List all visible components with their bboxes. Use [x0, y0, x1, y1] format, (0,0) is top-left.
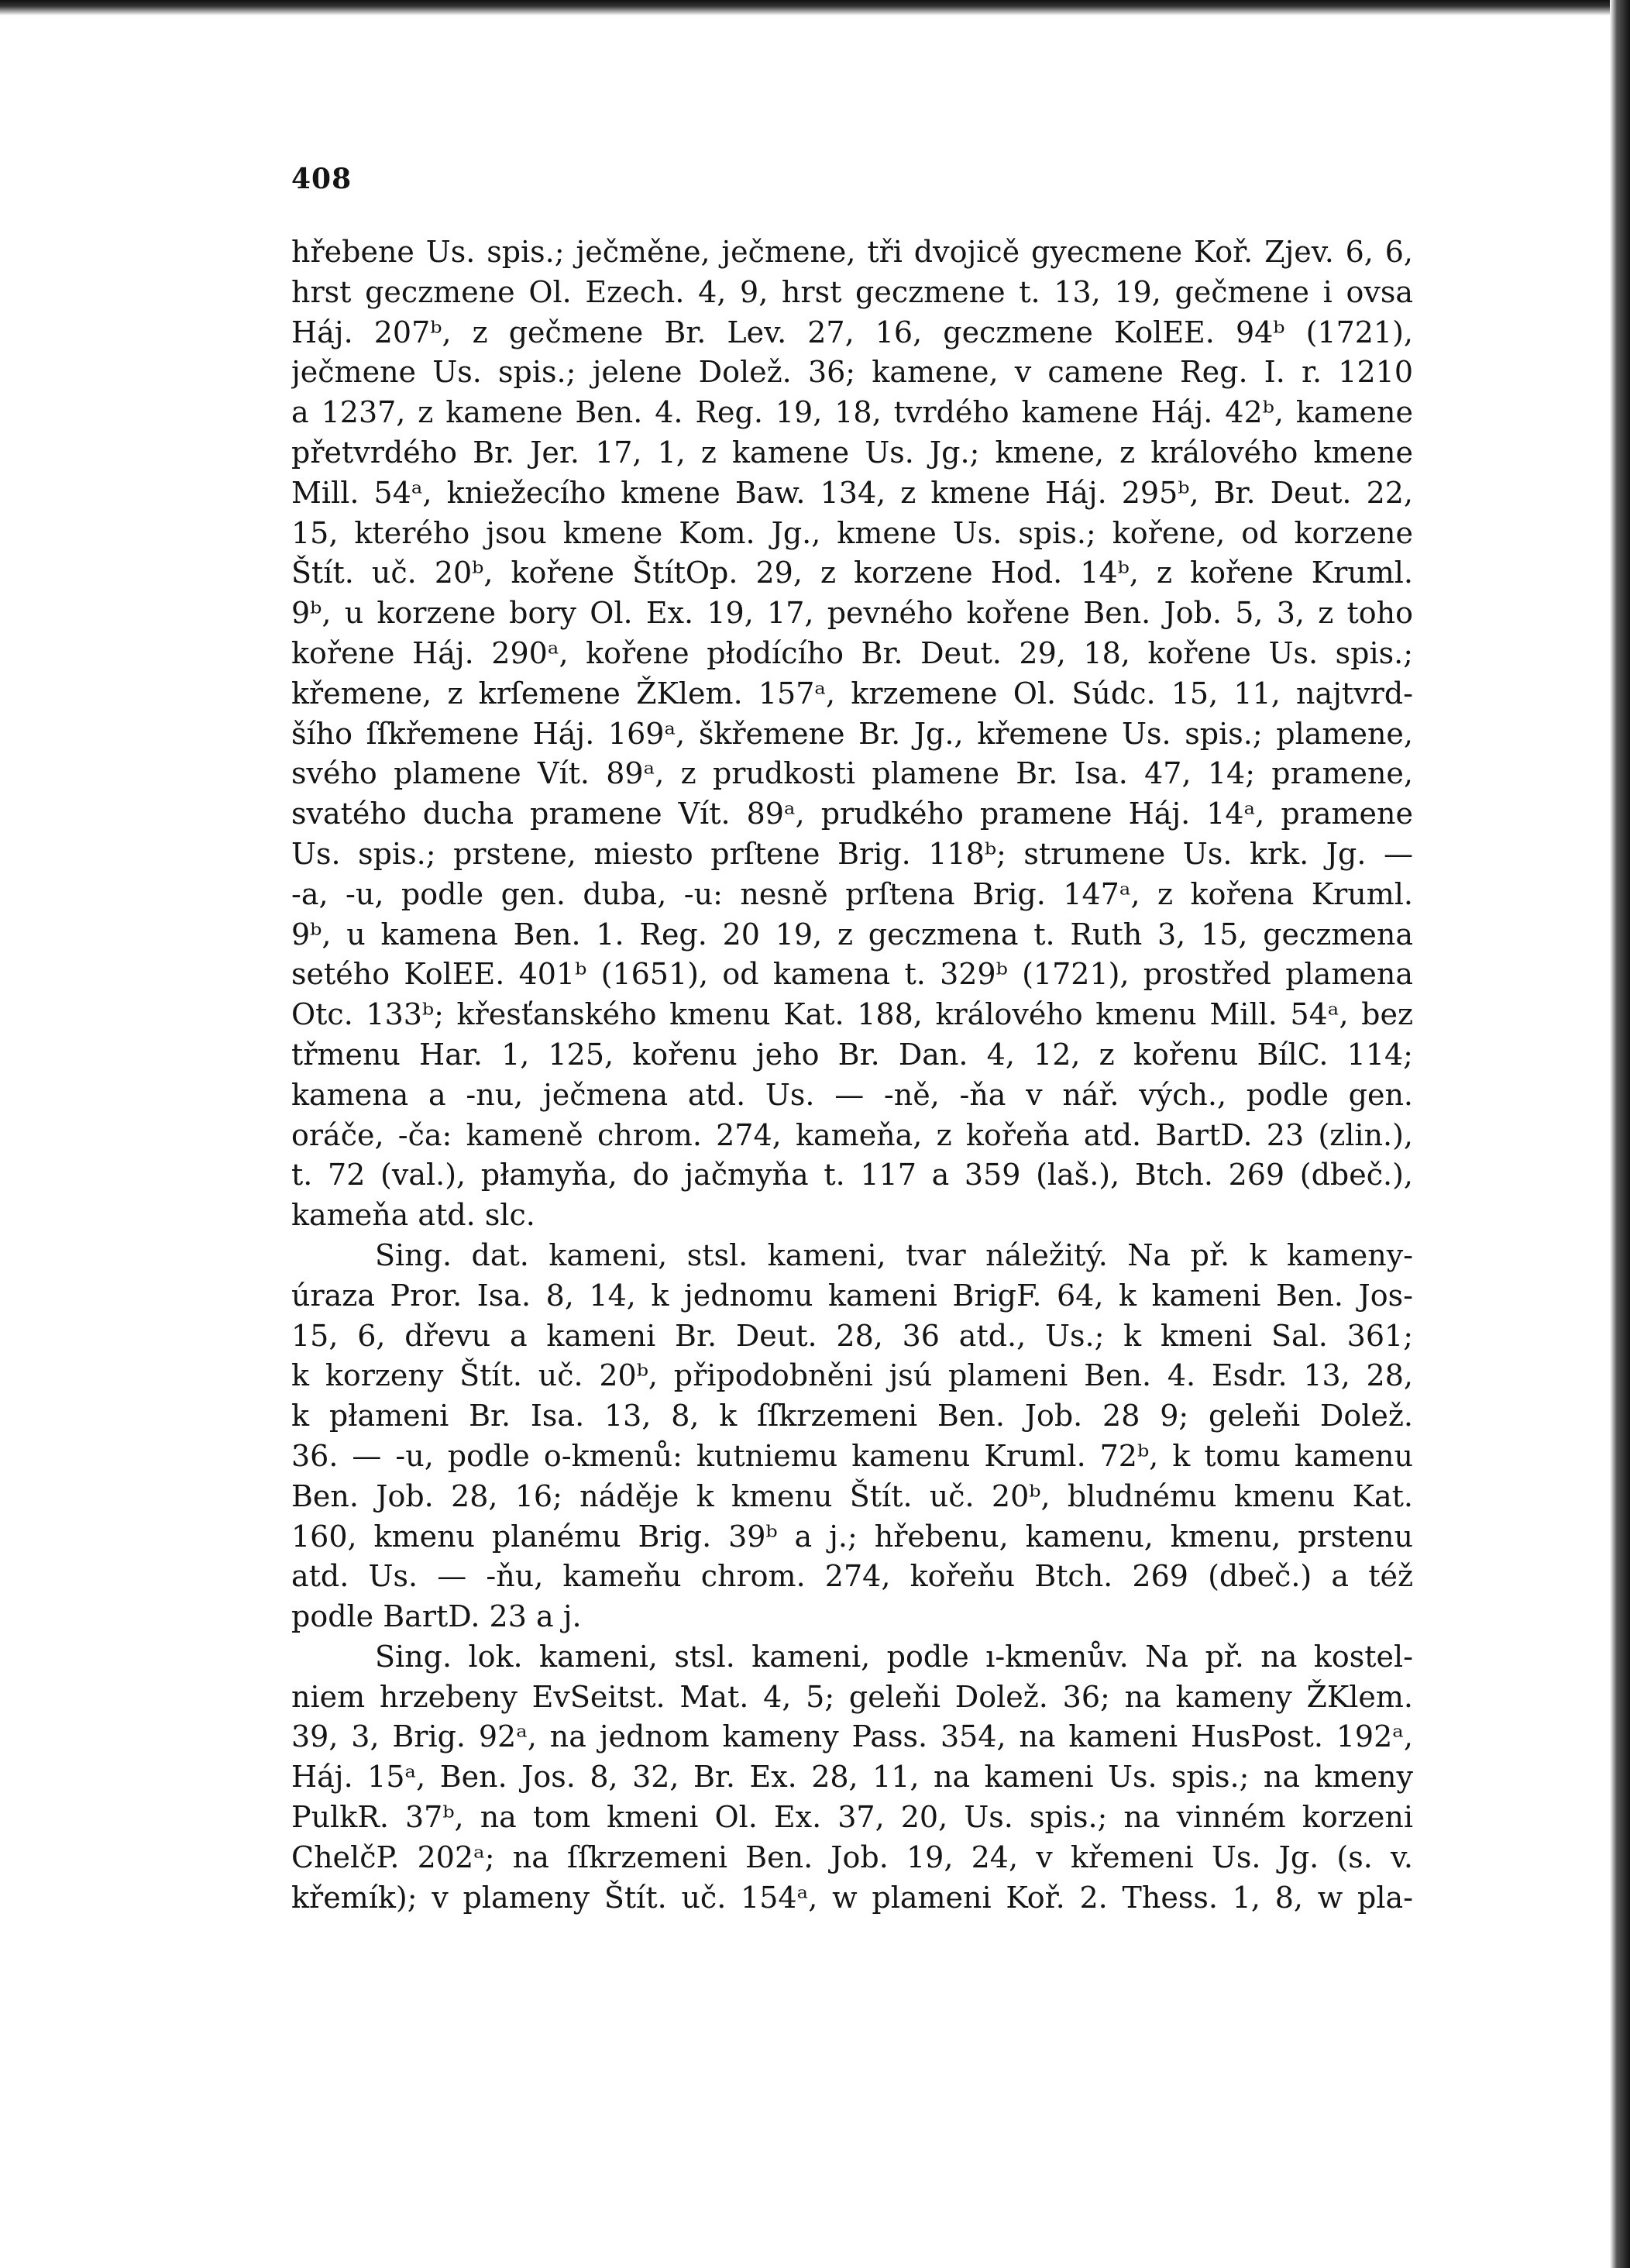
text-line: a 1237, z kamene Ben. 4. Reg. 19, 18, tvrdého kamene Háj. 42ᵇ, kamene: [291, 395, 1413, 430]
text-line: křemene, z krſemene ŽKlem. 157ᵃ, krzemene Ol. Súdc. 15, 11, najtvrd-: [291, 676, 1413, 711]
text-line: hřebene Us. spis.; ječměne, ječmene, tři dvojicě gyecmene Koř. Zjev. 6, 6,: [291, 235, 1413, 269]
text-line: hrst geczmene Ol. Ezech. 4, 9, hrst geczmene t. 13, 19, gečmene i ovsa: [291, 274, 1413, 309]
text-line: niem hrzebeny EvSeitst. Mat. 4, 5; geleňi Dolež. 36; na kameny ŽKlem.: [291, 1679, 1413, 1714]
text-line: kořene Háj. 290ᵃ, kořene płodícího Br. Deut. 29, 18, kořene Us. spis.;: [291, 635, 1413, 670]
text-line: Us. spis.; prstene, miesto prſtene Brig. 118ᵇ; strumene Us. krk. Jg. —: [291, 836, 1413, 871]
text-line: oráče, -ča: kameně chrom. 274, kameňa, z kořeňa atd. BartD. 23 (zlin.),: [291, 1117, 1413, 1152]
text-line: 39, 3, Brig. 92ᵃ, na jednom kameny Pass. 354, na kameni HusPost. 192ᵃ,: [291, 1719, 1413, 1754]
text-line: 160, kmenu planému Brig. 39ᵇ a j.; hřebenu, kamenu, kmenu, prstenu: [291, 1519, 1413, 1554]
text-line: úraza Pror. Isa. 8, 14, k jednomu kameni BrigF. 64, k kameni Ben. Jos-: [291, 1278, 1413, 1313]
text-line: podle BartD. 23 a j.: [291, 1599, 582, 1634]
text-line: Otc. 133ᵇ; křesťanského kmenu Kat. 188, králového kmenu Mill. 54ᵃ, bez: [291, 997, 1413, 1032]
text-line: k korzeny Štít. uč. 20ᵇ, připodobněni jsú plameni Ben. 4. Esdr. 13, 28,: [291, 1358, 1413, 1393]
text-line: Ben. Job. 28, 16; náděje k kmenu Štít. uč. 20ᵇ, bludnému kmenu Kat.: [291, 1478, 1413, 1513]
text-line: 9ᵇ, u korzene bory Ol. Ex. 19, 17, pevného kořene Ben. Job. 5, 3, z toho: [291, 596, 1413, 631]
text-line: Háj. 207ᵇ, z gečmene Br. Lev. 27, 16, geczmene KolEE. 94ᵇ (1721),: [291, 315, 1413, 349]
text-line: kameňa atd. slc.: [291, 1198, 535, 1233]
text-line: svatého ducha pramene Vít. 89ᵃ, prudkého pramene Háj. 14ᵃ, pramene: [291, 797, 1413, 831]
book-page: [291, 163, 1413, 1918]
text-line: -a, -u, podle gen. duba, -u: nesně prſtena Brig. 147ᵃ, z kořena Kruml.: [291, 876, 1413, 911]
scan-edge-right: [1610, 0, 1630, 2268]
text-line: k płameni Br. Isa. 13, 8, k ſſkrzemeni Ben. Job. 28 9; geleňi Dolež.: [291, 1399, 1413, 1433]
text-line: křemík); v plameny Štít. uč. 154ᵃ, w plameni Koř. 2. Thess. 1, 8, w pla-: [291, 1880, 1413, 1915]
text-line: svého plamene Vít. 89ᵃ, z prudkosti plamene Br. Isa. 47, 14; pramene,: [291, 756, 1413, 791]
text-line: PulkR. 37ᵇ, na tom kmeni Ol. Ex. 37, 20, Us. spis.; na vinném korzeni: [291, 1800, 1413, 1835]
text-line: přetvrdého Br. Jer. 17, 1, z kamene Us. Jg.; kmene, z králového kmene: [291, 435, 1413, 470]
section-heading-line: Sing. lok. kameni, stsl. kameni, podle ı-kmenův. Na př. na kostel-: [375, 1639, 1413, 1674]
text-line: Štít. uč. 20ᵇ, kořene ŠtítOp. 29, z korzene Hod. 14ᵇ, z kořene Kruml.: [291, 556, 1413, 590]
text-line: 9ᵇ, u kamena Ben. 1. Reg. 20 19, z geczmena t. Ruth 3, 15, geczmena: [291, 917, 1413, 952]
text-line: kamena a -nu, ječmena atd. Us. — -ně, -ňa v nář. vých., podle gen.: [291, 1077, 1413, 1112]
text-line: t. 72 (val.), płamyňa, do jačmyňa t. 117 a 359 (laš.), Btch. 269 (dbeč.),: [291, 1158, 1413, 1193]
text-line: 36. — -u, podle o-kmenů: kutniemu kamenu Kruml. 72ᵇ, k tomu kamenu: [291, 1438, 1413, 1473]
text-line: setého KolEE. 401ᵇ (1651), od kamena t. 329ᵇ (1721), prostřed plamena: [291, 957, 1413, 992]
text-line: Háj. 15ᵃ, Ben. Jos. 8, 32, Br. Ex. 28, 11, na kameni Us. spis.; na kmeny: [291, 1760, 1413, 1795]
text-line: Mill. 54ᵃ, kniežecího kmene Baw. 134, z kmene Háj. 295ᵇ, Br. Deut. 22,: [291, 475, 1413, 510]
scan-edge-top: [0, 0, 1630, 15]
section-heading-line: Sing. dat. kameni, stsl. kameni, tvar náležitý. Na př. k kameny-: [375, 1237, 1413, 1272]
text-line: 15, 6, dřevu a kameni Br. Deut. 28, 36 atd., Us.; k kmeni Sal. 361;: [291, 1318, 1413, 1353]
text-line: ječmene Us. spis.; jelene Dolež. 36; kamene, v camene Reg. I. r. 1210: [291, 355, 1413, 390]
text-line: šího ſſkřemene Háj. 169ᵃ, škřemene Br. Jg., křemene Us. spis.; plamene,: [291, 716, 1413, 751]
text-line: ChelčP. 202ᵃ; na ſſkrzemeni Ben. Job. 19, 24, v křemeni Us. Jg. (s. v.: [291, 1840, 1413, 1874]
text-line: 15, kterého jsou kmene Kom. Jg., kmene Us. spis.; kořene, od korzene: [291, 515, 1413, 550]
text-line: třmenu Har. 1, 125, kořenu jeho Br. Dan. 4, 12, z kořenu BílC. 114;: [291, 1037, 1413, 1072]
text-line: atd. Us. — -ňu, kameňu chrom. 274, kořeňu Btch. 269 (dbeč.) a též: [291, 1559, 1413, 1594]
page-number: 408: [291, 163, 352, 195]
body-text: [291, 232, 1413, 1918]
